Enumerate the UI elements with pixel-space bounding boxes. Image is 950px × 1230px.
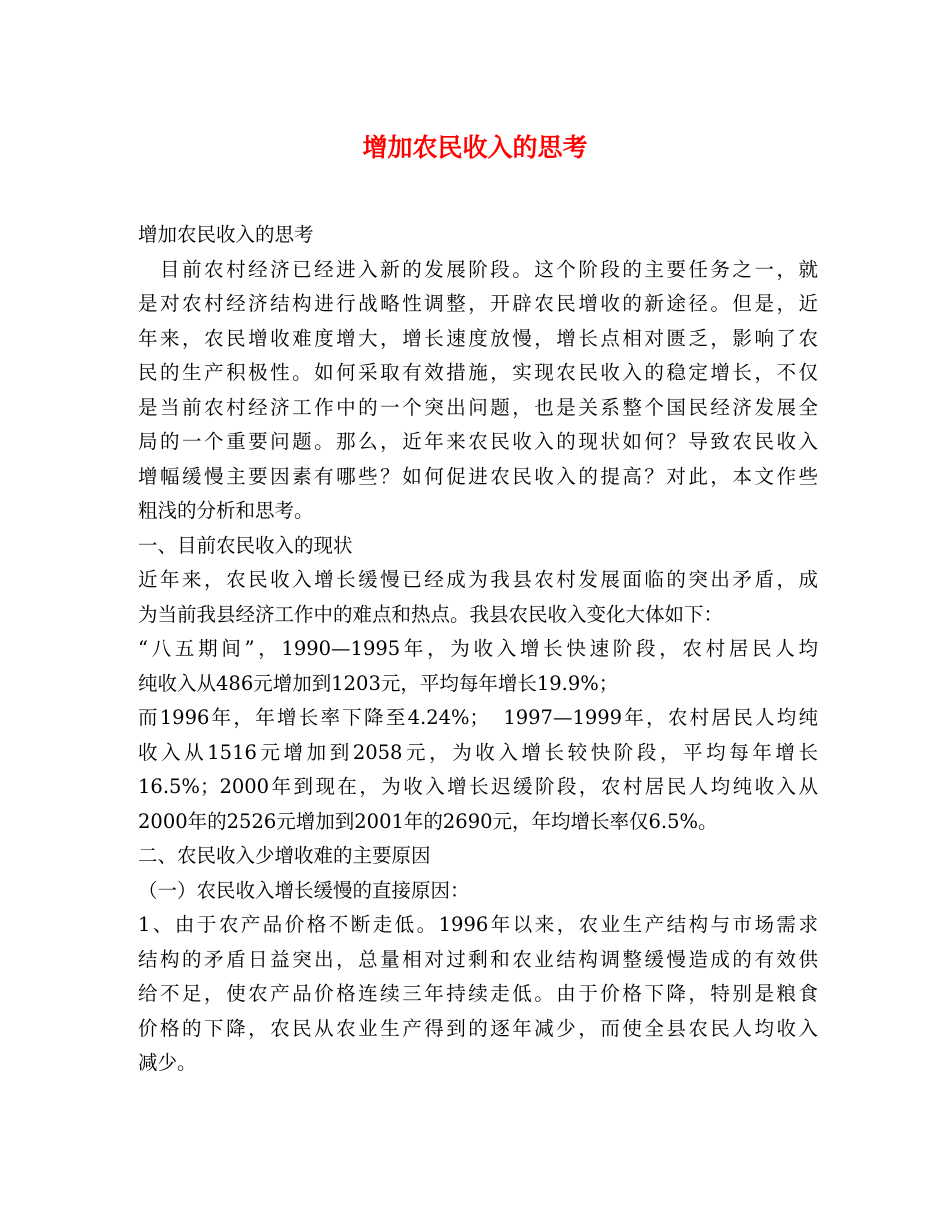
page-title: 增加农民收入的思考 bbox=[362, 133, 588, 162]
paragraph-line: “八五期间”，1990—1995年，为收入增长快速阶段，农村居民人均 bbox=[138, 637, 818, 660]
section-heading: 二、农民收入少增收难的主要原因 bbox=[138, 844, 431, 867]
document-body bbox=[138, 218, 818, 1081]
paragraph-line: 2000年的2526元增加到2001年的2690元，年均增长率仅6.5%。 bbox=[138, 809, 718, 833]
paragraph-line: 年来，农民增收难度增大，增长速度放慢，增长点相对匮乏，影响了农 bbox=[138, 326, 818, 350]
paragraph-line: 纯收入从486元增加到1203元，平均每年增长19.9%； bbox=[138, 671, 619, 695]
paragraph-line: 增幅缓慢主要因素有哪些？如何促进农民收入的提高？对此，本文作些 bbox=[138, 464, 818, 488]
subsection-heading: （一）农民收入增长缓慢的直接原因： bbox=[138, 878, 470, 902]
paragraph-line: 1、由于农产品价格不断走低。1996年以来，农业生产结构与市场需求 bbox=[138, 913, 818, 936]
section-heading: 一、目前农民收入的现状 bbox=[138, 533, 353, 557]
paragraph-line: 是当前农村经济工作中的一个突出问题，也是关系整个国民经济发展全 bbox=[138, 395, 818, 419]
paragraph-line: 给不足，使农产品价格连续三年持续走低。由于价格下降，特别是粮食 bbox=[138, 982, 818, 1005]
paragraph-line: 收入从1516元增加到2058元，为收入增长较快阶段，平均每年增长 bbox=[138, 740, 818, 764]
paragraph-line: 而1996年，年增长率下降至4.24%； 1997—1999年，农村居民人均纯 bbox=[138, 706, 818, 729]
paragraph-line: 结构的矛盾日益突出，总量相对过剩和农业结构调整缓慢造成的有效供 bbox=[138, 947, 818, 971]
paragraph-line: 是对农村经济结构进行战略性调整，开辟农民增收的新途径。但是，近 bbox=[138, 292, 818, 315]
paragraph-line: 为当前我县经济工作中的难点和热点。我县农民收入变化大体如下： bbox=[138, 602, 724, 626]
paragraph-line: 民的生产积极性。如何采取有效措施，实现农民收入的稳定增长，不仅 bbox=[138, 361, 818, 384]
paragraph-line: 16.5%；2000年到现在，为收入增长迟缓阶段，农村居民人均纯收入从 bbox=[138, 775, 818, 798]
paragraph-line: 目前农村经济已经进入新的发展阶段。这个阶段的主要任务之一，就 bbox=[138, 257, 818, 281]
paragraph-line: 价格的下降，农民从农业生产得到的逐年减少，而使全县农民人均收入 bbox=[138, 1016, 818, 1040]
subtitle-line: 增加农民收入的思考 bbox=[138, 223, 314, 246]
paragraph-line: 粗浅的分析和思考。 bbox=[138, 499, 314, 522]
paragraph-line: 近年来，农民收入增长缓慢已经成为我县农村发展面临的突出矛盾，成 bbox=[138, 568, 818, 591]
paragraph-line: 减少。 bbox=[138, 1051, 197, 1074]
paragraph-line: 局的一个重要问题。那么，近年来农民收入的现状如何？导致农民收入 bbox=[138, 430, 818, 453]
